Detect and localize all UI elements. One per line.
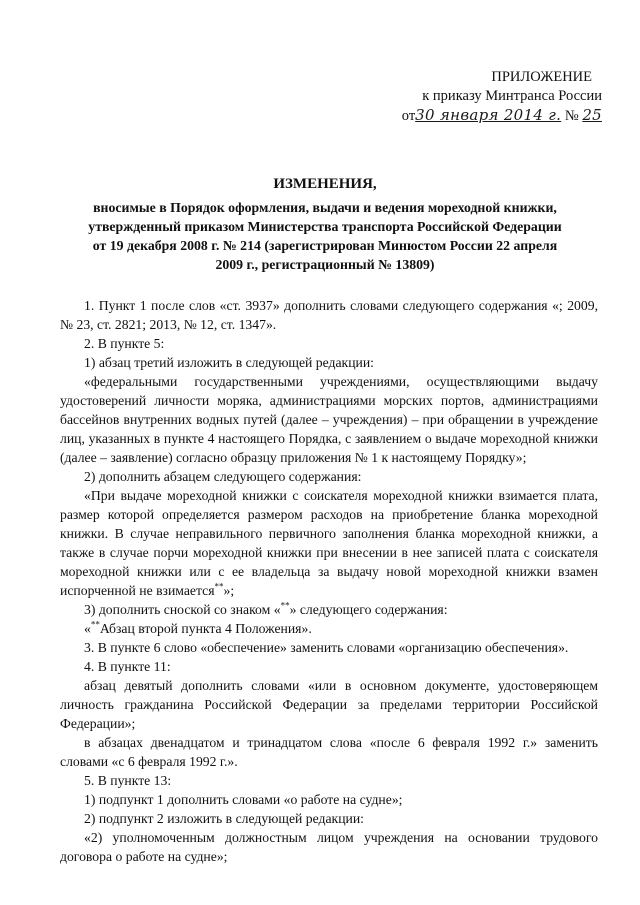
heading-line: вносимые в Порядок оформления, выдачи и ведения мореходной книжки, <box>93 200 557 215</box>
paragraph: 2) дополнить абзацем следующего содержания: <box>84 469 362 484</box>
handwritten-date: 30 января 2014 г. <box>415 106 562 124</box>
paragraph: «2) уполномоченным должностным лицом учреждения на основании трудового договора о работе на судне»; <box>60 830 598 864</box>
paragraph <box>60 600 598 619</box>
appendix-date-line <box>402 106 602 126</box>
heading-line: от 19 декабря 2008 г. № 214 (зарегистрирован Минюстом России 22 апреля <box>92 238 558 253</box>
paragraph-text: »; <box>223 583 235 598</box>
handwritten-number: 25 <box>582 106 602 124</box>
paragraph: 3. В пункте 6 слово «обеспечение» заменить словами «организацию обеспечения». <box>84 640 569 655</box>
heading-line: 2009 г., регистрационный № 13809) <box>215 257 435 272</box>
document-heading <box>60 175 590 274</box>
paragraph: «федеральными государственными учреждениями, осуществляющими выдачу удостоверений личности моряка, администрациями морских портов, администрациями бассейнов внутренних водных путей (далее – учреждения) – при обращении в учреждение лиц, указанных в пункте 4 настоящего Порядка, с заявлением о выдаче мореходной книжки (далее – заявление) согласно образцу приложения № 1 к настоящему Порядку»; <box>60 374 598 465</box>
paragraph-text: «При выдаче мореходной книжки с соискателя мореходной книжки взимается плата, размер которой определяется размером расходов на приобретение бланка мореходной книжки. В случае неправильного первичного заполнения бланка мореходной книжки, а также в случае порчи мореходной книжки при внесении в нее записей плата с соискателя мореходной книжки или с ее владельца за выдачу новой мореходной книжки взамен испорченной не взимается <box>60 488 598 598</box>
footnote-mark: ** <box>214 581 224 592</box>
paragraph: 1. Пункт 1 после слов «ст. 3937» дополнить словами следующего содержания «; 2009, № 23, ст. 2821; 2013, № 12, ст. 1347». <box>60 298 598 332</box>
paragraph <box>60 486 598 600</box>
paragraph-text: » следующего содержания: <box>289 602 448 617</box>
paragraph <box>60 619 598 638</box>
document-body <box>60 296 598 866</box>
paragraph: абзац девятый дополнить словами «или в основном документе, удостоверяющем личность гражданина Российской Федерации за пределами территории Российской Федерации»; <box>60 678 598 731</box>
heading-line: утвержденный приказом Министерства транспорта Российской Федерации <box>88 219 562 234</box>
paragraph: 4. В пункте 11: <box>84 659 171 674</box>
footnote-mark: ** <box>90 619 100 630</box>
paragraph-text: Абзац второй пункта 4 Положения». <box>99 621 312 636</box>
appendix-block <box>402 68 602 126</box>
paragraph: 5. В пункте 13: <box>84 773 172 788</box>
appendix-order-line: к приказу Минтранса России <box>422 88 602 104</box>
paragraph: в абзацах двенадцатом и тринадцатом слова «после 6 февраля 1992 г.» заменить словами «с 6 февраля 1992 г.». <box>60 735 598 769</box>
number-label: № <box>564 108 579 124</box>
paragraph-text: « <box>84 621 91 636</box>
paragraph: 2) подпункт 2 изложить в следующей редакции: <box>84 811 364 826</box>
date-prefix: от <box>401 108 416 124</box>
heading-title: ИЗМЕНЕНИЯ, <box>273 176 377 192</box>
paragraph: 1) подпункт 1 дополнить словами «о работе на судне»; <box>84 792 403 807</box>
appendix-title: ПРИЛОЖЕНИЕ <box>491 69 592 85</box>
paragraph: 2. В пункте 5: <box>84 336 165 351</box>
paragraph: 1) абзац третий изложить в следующей редакции: <box>84 355 374 370</box>
paragraph-text: 3) дополнить сноской со знаком « <box>84 602 281 617</box>
footnote-mark: ** <box>280 600 290 611</box>
